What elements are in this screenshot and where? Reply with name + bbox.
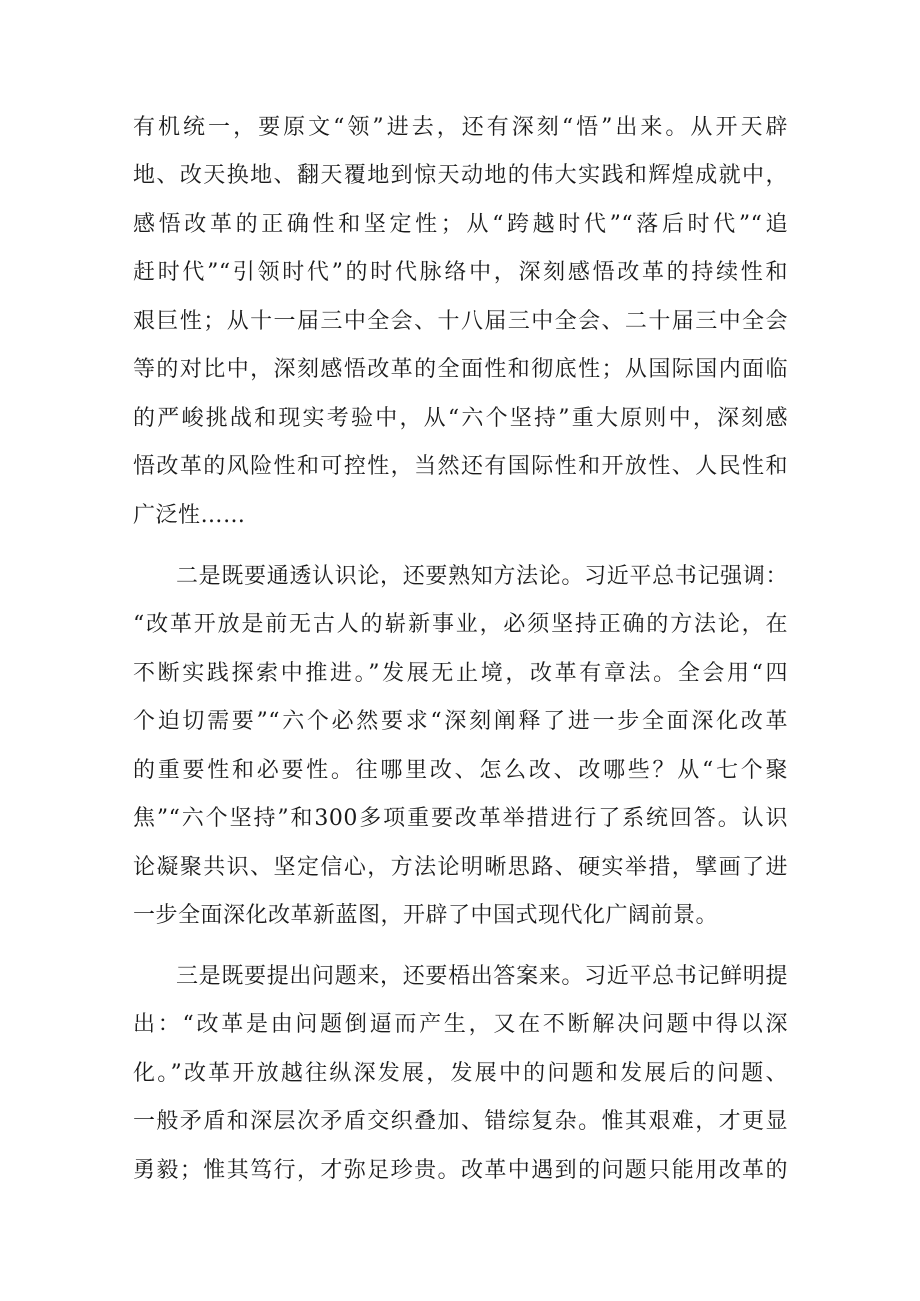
paragraph-3-line-3: 化。”改革开放越往纵深发展，发展中的问题和发展后的问题、: [133, 1061, 788, 1086]
paragraph-3-line-4: 一般矛盾和深层次矛盾交织叠加、错综复杂。惟其艰难，才更显: [133, 1109, 788, 1134]
paragraph-1-line-6: 等的对比中，深刻感悟改革的全面性和彻底性；从国际国内面临: [133, 357, 788, 382]
paragraph-1-line-9: 广泛性……: [133, 503, 246, 528]
paragraph-3-line-2: 出：“改革是由问题倒逼而产生，又在不断解决问题中得以深: [133, 1012, 788, 1037]
paragraph-2-line-4: 个迫切需要”“六个必然要求“深刻阐释了进一步全面深化改革: [133, 709, 788, 734]
paragraph-2-line-8: 一步全面深化改革新蓝图，开辟了中国式现代化广阔前景。: [133, 903, 719, 928]
paragraph-2-line-5: 的重要性和必要性。往哪里改、怎么改、改哪些？从“七个聚: [133, 758, 788, 783]
paragraph-1-line-2: 地、改天换地、翻天覆地到惊天动地的伟大实践和辉煌成就中，: [133, 163, 788, 188]
paragraph-1-line-3: 感悟改革的正确性和坚定性；从“跨越时代”“落后时代”“追: [133, 212, 788, 237]
paragraph-2-line-3: 不断实践探索中推进。”发展无止境，改革有章法。全会用“四: [133, 661, 788, 686]
paragraph-3-line-1: 三是既要提出问题来，还要梧出答案来。习近平总书记鲜明提: [176, 964, 788, 989]
paragraph-2-line-7: 论凝聚共识、坚定信心，方法论明晰思路、硬实举措，擘画了进: [133, 855, 788, 880]
paragraph-3-line-5: 勇毅；惟其笃行，才弥足珍贵。改革中遇到的问题只能用改革的: [133, 1158, 788, 1183]
paragraph-1-line-1: 有机统一，要原文“领”进去，还有深刻“悟”出来。从开天辟: [133, 115, 788, 140]
paragraph-1-line-8: 悟改革的风险性和可控性，当然还有国际性和开放性、人民性和: [133, 454, 788, 479]
paragraph-1-line-7: 的严峻挑战和现实考验中，从“六个坚持”重大原则中，深刻感: [133, 406, 788, 431]
paragraph-1-line-4: 赶时代”“引领时代”的时代脉络中，深刻感悟改革的持续性和: [133, 260, 788, 285]
paragraph-1-line-5: 艰巨性；从十一届三中全会、十八届三中全会、二十届三中全会: [133, 309, 788, 334]
paragraph-2-line-6: 焦”“六个坚持”和300多项重要改革举措进行了系统回答。认识: [133, 806, 788, 831]
paragraph-2-line-2: “改革开放是前无古人的崭新事业，必须坚持正确的方法论，在: [133, 612, 788, 637]
paragraph-2-line-1: 二是既要通透认识论，还要熟知方法论。习近平总书记强调：: [176, 564, 788, 589]
